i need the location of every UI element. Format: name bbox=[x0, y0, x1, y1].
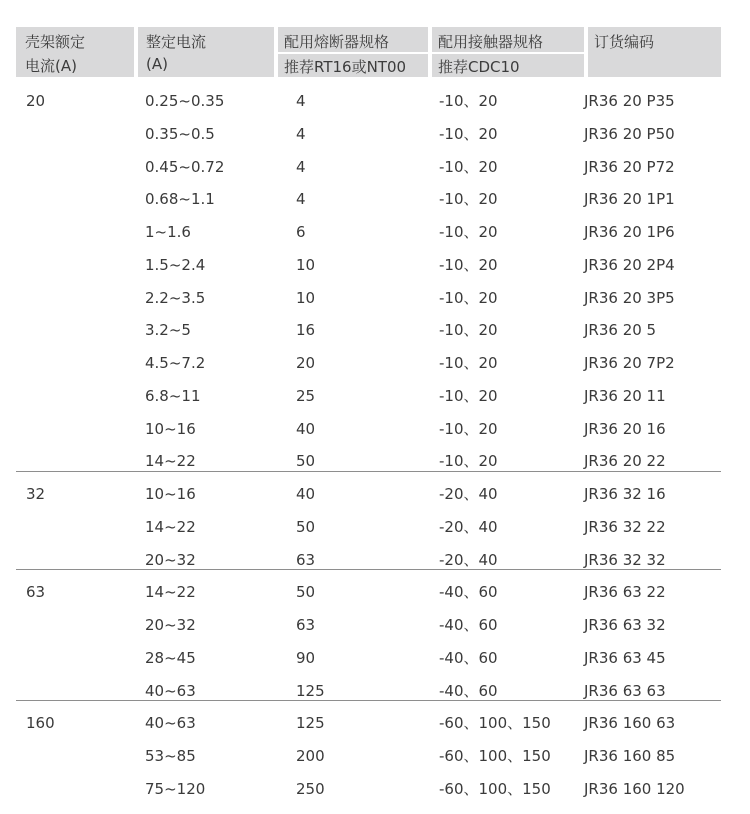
fuse-spec-cell: 50 bbox=[296, 583, 316, 601]
setting-current-cell: 14~22 bbox=[145, 452, 196, 470]
contactor-spec-cell: -60、100、150 bbox=[439, 714, 551, 732]
frame-current-cell: 32 bbox=[26, 485, 46, 503]
order-code-cell: JR36 20 5 bbox=[584, 321, 657, 339]
order-code-cell: JR36 20 7P2 bbox=[584, 354, 675, 372]
fuse-spec-cell: 16 bbox=[296, 321, 316, 339]
header-frame-current-line1: 壳架额定 bbox=[25, 33, 86, 51]
fuse-spec-cell: 20 bbox=[296, 354, 316, 372]
contactor-spec-cell: -40、60 bbox=[439, 682, 498, 700]
order-code-cell: JR36 160 85 bbox=[584, 747, 676, 765]
fuse-spec-cell: 50 bbox=[296, 452, 316, 470]
fuse-spec-cell: 4 bbox=[296, 158, 306, 176]
header-fuse-recommend bbox=[278, 54, 428, 77]
setting-current-cell: 1~1.6 bbox=[145, 223, 191, 241]
setting-current-cell: 3.2~5 bbox=[145, 321, 191, 339]
setting-current-cell: 6.8~11 bbox=[145, 387, 201, 405]
header-fuse-recommend-line2: 推荐RT16或NT00 bbox=[284, 58, 407, 76]
header-fuse-spec-line1: 配用熔断器规格 bbox=[284, 33, 390, 51]
fuse-spec-cell: 50 bbox=[296, 518, 316, 536]
header-contactor-spec bbox=[432, 27, 584, 52]
order-code-cell: JR36 20 2P4 bbox=[584, 256, 675, 274]
contactor-spec-cell: -10、20 bbox=[439, 125, 498, 143]
setting-current-cell: 10~16 bbox=[145, 485, 196, 503]
order-code-cell: JR36 20 16 bbox=[584, 420, 666, 438]
fuse-spec-cell: 200 bbox=[296, 747, 325, 765]
fuse-spec-cell: 10 bbox=[296, 289, 316, 307]
order-code-cell: JR36 20 11 bbox=[584, 387, 666, 405]
setting-current-cell: 20~32 bbox=[145, 551, 196, 569]
order-code-cell: JR36 20 P50 bbox=[584, 125, 675, 143]
order-code-cell: JR36 32 16 bbox=[584, 485, 666, 503]
setting-current-cell: 0.25~0.35 bbox=[145, 92, 225, 110]
fuse-spec-cell: 250 bbox=[296, 780, 325, 798]
fuse-spec-cell: 25 bbox=[296, 387, 316, 405]
contactor-spec-cell: -10、20 bbox=[439, 190, 498, 208]
contactor-spec-cell: -10、20 bbox=[439, 387, 498, 405]
setting-current-cell: 40~63 bbox=[145, 714, 196, 732]
order-code-cell: JR36 20 1P1 bbox=[584, 190, 675, 208]
contactor-spec-cell: -60、100、150 bbox=[439, 747, 551, 765]
setting-current-cell: 14~22 bbox=[145, 583, 196, 601]
contactor-spec-cell: -10、20 bbox=[439, 256, 498, 274]
order-code-cell: JR36 160 120 bbox=[584, 780, 685, 798]
order-code-cell: JR36 63 22 bbox=[584, 583, 666, 601]
contactor-spec-cell: -40、60 bbox=[439, 583, 498, 601]
fuse-spec-cell: 63 bbox=[296, 551, 316, 569]
setting-current-cell: 53~85 bbox=[145, 747, 196, 765]
fuse-spec-cell: 90 bbox=[296, 649, 316, 667]
contactor-spec-cell: -20、40 bbox=[439, 485, 498, 503]
order-code-cell: JR36 63 32 bbox=[584, 616, 666, 634]
fuse-spec-cell: 40 bbox=[296, 420, 316, 438]
fuse-spec-cell: 4 bbox=[296, 125, 306, 143]
group-divider bbox=[16, 569, 721, 570]
header-setting-current-line2: (A) bbox=[146, 55, 168, 73]
frame-current-cell: 20 bbox=[26, 92, 46, 110]
fuse-spec-cell: 6 bbox=[296, 223, 306, 241]
order-code-cell: JR36 20 P35 bbox=[584, 92, 675, 110]
group-divider bbox=[16, 700, 721, 701]
contactor-spec-cell: -10、20 bbox=[439, 289, 498, 307]
order-code-cell: JR36 20 1P6 bbox=[584, 223, 675, 241]
contactor-spec-cell: -40、60 bbox=[439, 616, 498, 634]
header-contactor-recommend bbox=[432, 54, 584, 77]
setting-current-cell: 75~120 bbox=[145, 780, 206, 798]
fuse-spec-cell: 125 bbox=[296, 682, 325, 700]
fuse-spec-cell: 10 bbox=[296, 256, 316, 274]
setting-current-cell: 20~32 bbox=[145, 616, 196, 634]
order-code-cell: JR36 20 3P5 bbox=[584, 289, 675, 307]
fuse-spec-cell: 40 bbox=[296, 485, 316, 503]
contactor-spec-cell: -10、20 bbox=[439, 223, 498, 241]
frame-current-cell: 160 bbox=[26, 714, 55, 732]
header-setting-current-line1: 整定电流 bbox=[146, 33, 207, 51]
setting-current-cell: 14~22 bbox=[145, 518, 196, 536]
header-contactor-spec-line1: 配用接触器规格 bbox=[438, 33, 544, 51]
setting-current-cell: 0.68~1.1 bbox=[145, 190, 215, 208]
contactor-spec-cell: -40、60 bbox=[439, 649, 498, 667]
contactor-spec-cell: -10、20 bbox=[439, 420, 498, 438]
header-order-code bbox=[588, 27, 721, 77]
fuse-spec-cell: 4 bbox=[296, 92, 306, 110]
order-code-cell: JR36 32 32 bbox=[584, 551, 666, 569]
header-frame-current-line2: 电流(A) bbox=[25, 57, 77, 75]
order-code-cell: JR36 20 22 bbox=[584, 452, 666, 470]
fuse-spec-cell: 125 bbox=[296, 714, 325, 732]
fuse-spec-cell: 4 bbox=[296, 190, 306, 208]
contactor-spec-cell: -10、20 bbox=[439, 158, 498, 176]
group-divider bbox=[16, 471, 721, 472]
header-contactor-recommend-line2: 推荐CDC10 bbox=[438, 58, 520, 76]
fuse-spec-cell: 63 bbox=[296, 616, 316, 634]
order-code-cell: JR36 20 P72 bbox=[584, 158, 675, 176]
contactor-spec-cell: -10、20 bbox=[439, 354, 498, 372]
contactor-spec-cell: -10、20 bbox=[439, 321, 498, 339]
order-code-cell: JR36 63 45 bbox=[584, 649, 666, 667]
frame-current-cell: 63 bbox=[26, 583, 46, 601]
contactor-spec-cell: -20、40 bbox=[439, 551, 498, 569]
contactor-spec-cell: -60、100、150 bbox=[439, 780, 551, 798]
setting-current-cell: 4.5~7.2 bbox=[145, 354, 206, 372]
contactor-spec-cell: -20、40 bbox=[439, 518, 498, 536]
order-code-cell: JR36 32 22 bbox=[584, 518, 666, 536]
setting-current-cell: 1.5~2.4 bbox=[145, 256, 206, 274]
header-order-code-label: 订货编码 bbox=[594, 33, 655, 51]
setting-current-cell: 2.2~3.5 bbox=[145, 289, 206, 307]
header-fuse-spec bbox=[278, 27, 428, 52]
setting-current-cell: 40~63 bbox=[145, 682, 196, 700]
header-frame-current bbox=[16, 27, 134, 77]
setting-current-cell: 0.35~0.5 bbox=[145, 125, 215, 143]
setting-current-cell: 10~16 bbox=[145, 420, 196, 438]
contactor-spec-cell: -10、20 bbox=[439, 92, 498, 110]
header-setting-current bbox=[138, 27, 274, 77]
order-code-cell: JR36 63 63 bbox=[584, 682, 666, 700]
order-code-cell: JR36 160 63 bbox=[584, 714, 676, 732]
setting-current-cell: 0.45~0.72 bbox=[145, 158, 225, 176]
setting-current-cell: 28~45 bbox=[145, 649, 196, 667]
contactor-spec-cell: -10、20 bbox=[439, 452, 498, 470]
